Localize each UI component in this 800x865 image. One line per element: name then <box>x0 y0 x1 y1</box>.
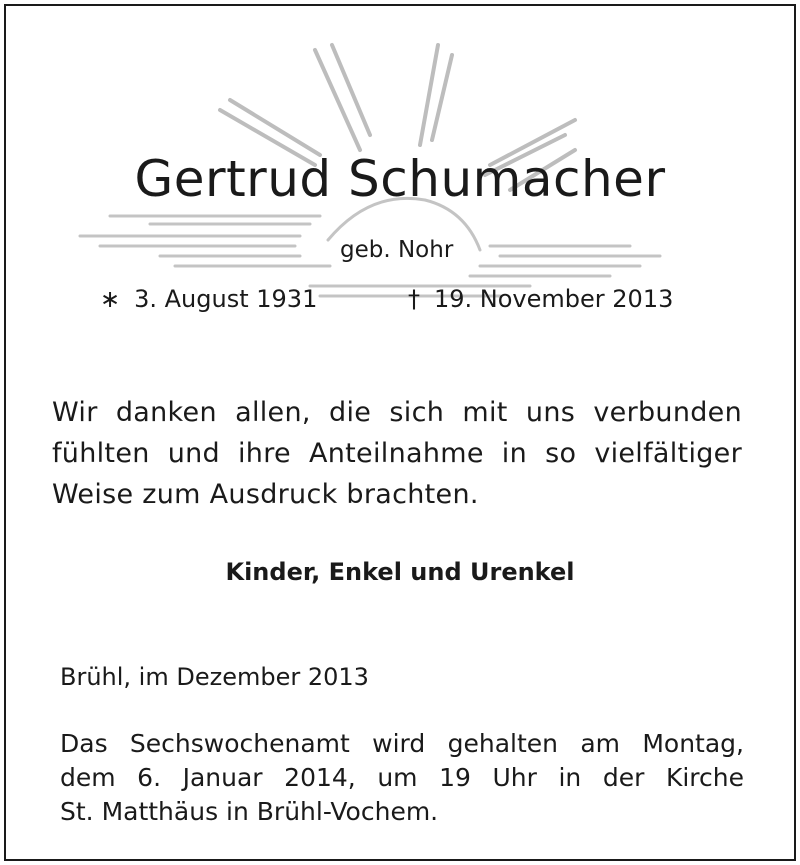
birth-symbol-icon: ∗ <box>100 285 121 313</box>
birth-date-line <box>100 285 317 313</box>
service-line: St. Matthäus in Brühl-Vochem. <box>60 797 439 826</box>
place-date: Brühl, im Dezember 2013 <box>60 663 369 691</box>
death-date: 19. November 2013 <box>434 285 674 313</box>
thanks-line: Weise zum Ausdruck brachten. <box>52 479 479 510</box>
family-signature: Kinder, Enkel und Urenkel <box>225 558 575 586</box>
maiden-name: geb. Nohr <box>340 237 454 263</box>
thanks-line: fühlten und ihre Anteilnahme in so vielfältiger <box>52 438 742 469</box>
thanks-paragraph <box>52 392 742 515</box>
service-announcement <box>60 727 744 829</box>
service-line: Das Sechswochenamt wird gehalten am Montag, <box>60 729 744 758</box>
birth-date: 3. August 1931 <box>134 285 318 313</box>
thanks-line: Wir danken allen, die sich mit uns verbunden <box>52 397 742 428</box>
cross-icon: † <box>408 285 420 313</box>
death-date-line <box>408 285 673 313</box>
deceased-name: Gertrud Schumacher <box>134 150 666 208</box>
service-line: dem 6. Januar 2014, um 19 Uhr in der Kirche <box>60 763 744 792</box>
